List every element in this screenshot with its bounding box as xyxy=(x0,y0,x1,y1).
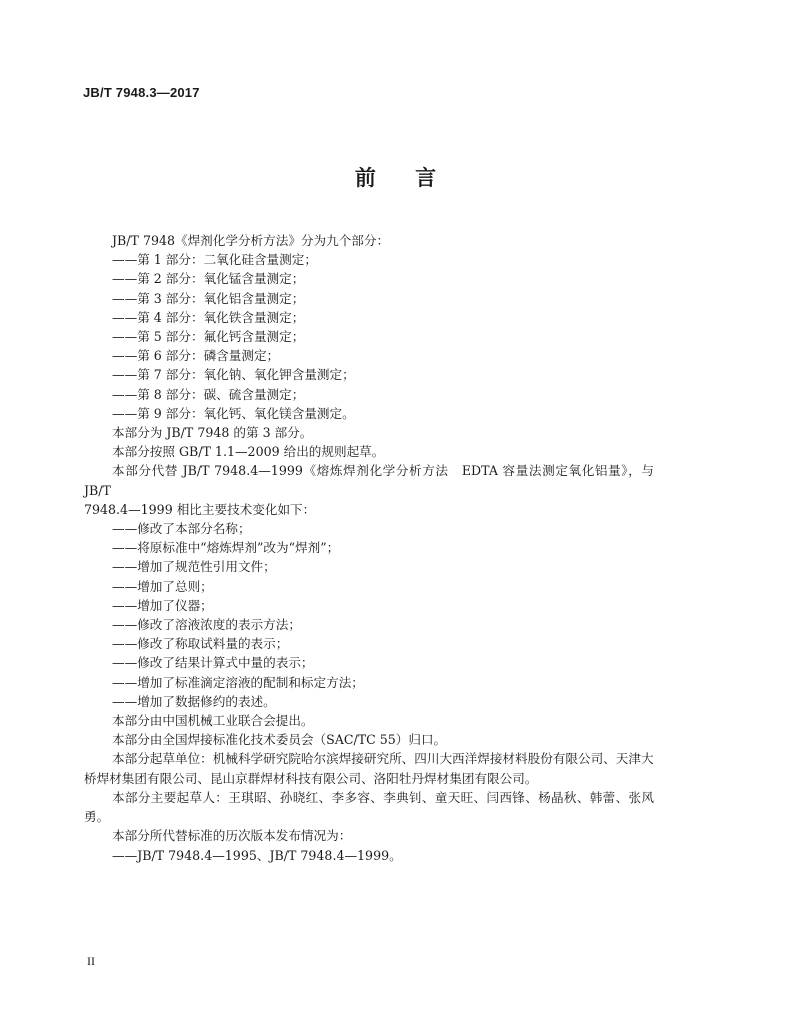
list-item: ——修改了溶液浓度的表示方法； xyxy=(112,617,301,633)
replace-paragraph-line-1: 本部分代替 JB/T 7948.4—1999《熔炼焊剂化学分析方法 EDTA 容量法测定氧化铝量》，与 JB/T xyxy=(84,463,654,498)
list-item: ——将原标准中“熔炼焊剂”改为“焊剂”； xyxy=(112,540,340,556)
parts-list xyxy=(84,250,654,423)
list-item: ——增加了标准滴定溶液的配制和标定方法； xyxy=(112,674,364,690)
list-item: ——第 8 部分：碳、硫含量测定； xyxy=(112,386,305,402)
centralized-paragraph: 本部分由全国焊接标准化技术委员会（SAC/TC 55）归口。 xyxy=(112,732,447,748)
list-item: ——第 7 部分：氧化钠、氧化钾含量测定； xyxy=(112,367,355,383)
list-item: ——第 6 部分：磷含量测定； xyxy=(112,348,280,364)
list-item: ——第 9 部分：氧化钙、氧化镁含量测定。 xyxy=(112,405,355,421)
changes-list xyxy=(84,519,654,711)
list-item: ——修改了本部分名称； xyxy=(112,521,251,537)
foreword-body xyxy=(84,231,654,865)
list-item: ——增加了数据修约的表述。 xyxy=(112,693,276,709)
history-intro-paragraph: 本部分所代替标准的历次版本发布情况为： xyxy=(112,828,352,844)
list-item: ——增加了总则； xyxy=(112,578,213,594)
intro-paragraph: JB/T 7948《焊剂化学分析方法》分为九个部分： xyxy=(112,233,390,248)
list-item: ——修改了结果计算式中量的表示； xyxy=(112,655,314,671)
list-item: ——第 3 部分：氧化铝含量测定； xyxy=(112,290,305,306)
rules-paragraph: 本部分按照 GB/T 1.1—2009 给出的规则起草。 xyxy=(112,444,385,460)
drafting-units-line-1: 本部分起草单位：机械科学研究院哈尔滨焊接研究所、四川大西洋焊接材料股份有限公司、天津大 xyxy=(112,751,654,767)
standard-number: JB/T 7948.3—2017 xyxy=(83,85,200,100)
list-item: ——增加了规范性引用文件； xyxy=(112,559,276,575)
replace-paragraph-line-2: 7948.4—1999 相比主要技术变化如下： xyxy=(84,501,316,517)
list-item: ——第 2 部分：氧化锰含量测定； xyxy=(112,271,305,287)
proposed-paragraph: 本部分由中国机械工业联合会提出。 xyxy=(112,713,314,729)
list-item: ——第 1 部分：二氧化硅含量测定； xyxy=(112,252,317,268)
list-item: ——第 4 部分：氧化铁含量测定； xyxy=(112,309,305,325)
list-item: ——第 5 部分：氟化钙含量测定； xyxy=(112,329,305,345)
history-item: ——JB/T 7948.4—1995、JB/T 7948.4—1999。 xyxy=(112,847,402,863)
this-part-paragraph: 本部分为 JB/T 7948 的第 3 部分。 xyxy=(112,425,313,441)
list-item: ——修改了称取试料量的表示； xyxy=(112,636,289,652)
drafters-paragraph: 本部分主要起草人：王琪昭、孙晓红、李多容、李典钊、童天旺、闫西锋、杨晶秋、韩蕾、张风勇。 xyxy=(84,789,654,825)
drafting-units-line-2: 桥焊材集团有限公司、昆山京群焊材科技有限公司、洛阳牡丹焊材集团有限公司。 xyxy=(84,770,538,786)
page-title: 前 言 xyxy=(354,166,437,190)
page-number: II xyxy=(87,954,95,968)
list-item: ——增加了仪器； xyxy=(112,597,213,613)
